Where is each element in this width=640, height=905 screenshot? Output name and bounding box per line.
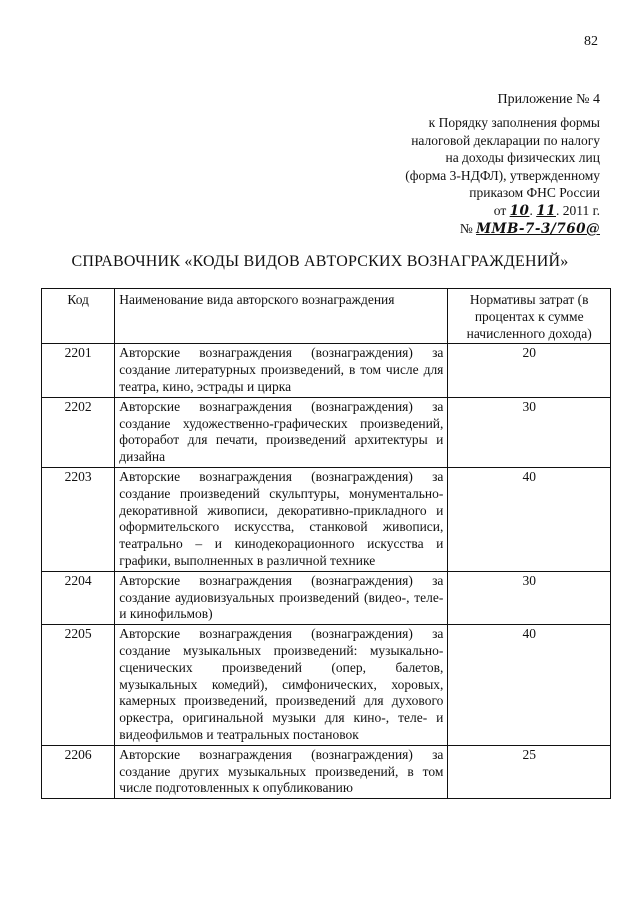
- header-code: Код: [42, 289, 115, 344]
- row-norm: 40: [448, 625, 611, 746]
- order-date-prefix: от: [493, 202, 507, 218]
- header-norm: Нормативы затрат (в процентах к сумме начисленного дохода): [448, 289, 611, 344]
- row-code: 2205: [42, 625, 115, 746]
- row-norm: 20: [448, 344, 611, 397]
- header-line: (форма 3-НДФЛ), утвержденному: [405, 167, 600, 183]
- header-line: к Порядку заполнения формы: [428, 115, 600, 130]
- appendix-title: Приложение № 4: [497, 92, 600, 107]
- row-name: Авторские вознаграждения (вознаграждения) за создание литературных произведений, в том числе для театра, кино, эстрады и цирка: [115, 344, 448, 397]
- row-name: Авторские вознаграждения (вознаграждения) за создание произведений скульптуры, монументально-декоративной живописи, декоративно-прикладного и оформительского искусства, станковой живописи, театрально – и кинодекорационного искусства и графики, выполненных в различной технике: [115, 467, 448, 571]
- row-norm: 30: [448, 571, 611, 624]
- order-date-year: 2011 г.: [562, 202, 600, 218]
- row-name: Авторские вознаграждения (вознаграждения) за создание других музыкальных произведений, в том числе подготовленных к опубликованию: [115, 745, 448, 798]
- order-number-line: [405, 220, 600, 239]
- order-number-prefix: №: [459, 221, 473, 236]
- page-number: 82: [584, 34, 598, 49]
- row-norm: 40: [448, 467, 611, 571]
- order-date-month: 11: [536, 202, 556, 219]
- order-date-line: от 10. 11. 2011 г.: [493, 202, 600, 219]
- table-header-row: [42, 289, 611, 344]
- document-title: СПРАВОЧНИК «КОДЫ ВИДОВ АВТОРСКИХ ВОЗНАГРАЖДЕНИЙ»: [71, 253, 569, 270]
- row-code: 2203: [42, 467, 115, 571]
- appendix-header: [405, 114, 600, 239]
- row-norm: 30: [448, 397, 611, 467]
- header-line: приказом ФНС России: [469, 185, 600, 200]
- table-row: [42, 397, 611, 467]
- row-name: Авторские вознаграждения (вознаграждения) за создание аудиовизуальных произведений (видео-, теле- и кинофильмов): [115, 571, 448, 624]
- order-date-day: 10: [509, 202, 530, 219]
- header-name: Наименование вида авторского вознаграждения: [115, 289, 448, 344]
- row-code: 2204: [42, 571, 115, 624]
- table-row: [42, 571, 611, 624]
- row-code: 2201: [42, 344, 115, 397]
- row-code: 2202: [42, 397, 115, 467]
- row-name: Авторские вознаграждения (вознаграждения) за создание музыкальных произведений: музыкально-сценических произведений (опер, балетов, музыкальных комедий), симфонических, хоровых, камерных произведений, произведений для духового оркестра, оригинальной музыки для кино-, теле- и видеофильмов и театральных постановок: [115, 625, 448, 746]
- table-row: [42, 745, 611, 798]
- table-row: [42, 625, 611, 746]
- row-norm: 25: [448, 745, 611, 798]
- order-number-value: ММВ-7-3/760@: [476, 221, 600, 237]
- table-row: [42, 344, 611, 397]
- row-name: Авторские вознаграждения (вознаграждения) за создание художественно-графических произведений, фоторабот для печати, произведений архитектуры и дизайна: [115, 397, 448, 467]
- table-row: [42, 467, 611, 571]
- header-line: на доходы физических лиц: [445, 150, 600, 165]
- row-code: 2206: [42, 745, 115, 798]
- header-line: налоговой декларации по налогу: [411, 132, 600, 148]
- codes-table: [41, 288, 611, 799]
